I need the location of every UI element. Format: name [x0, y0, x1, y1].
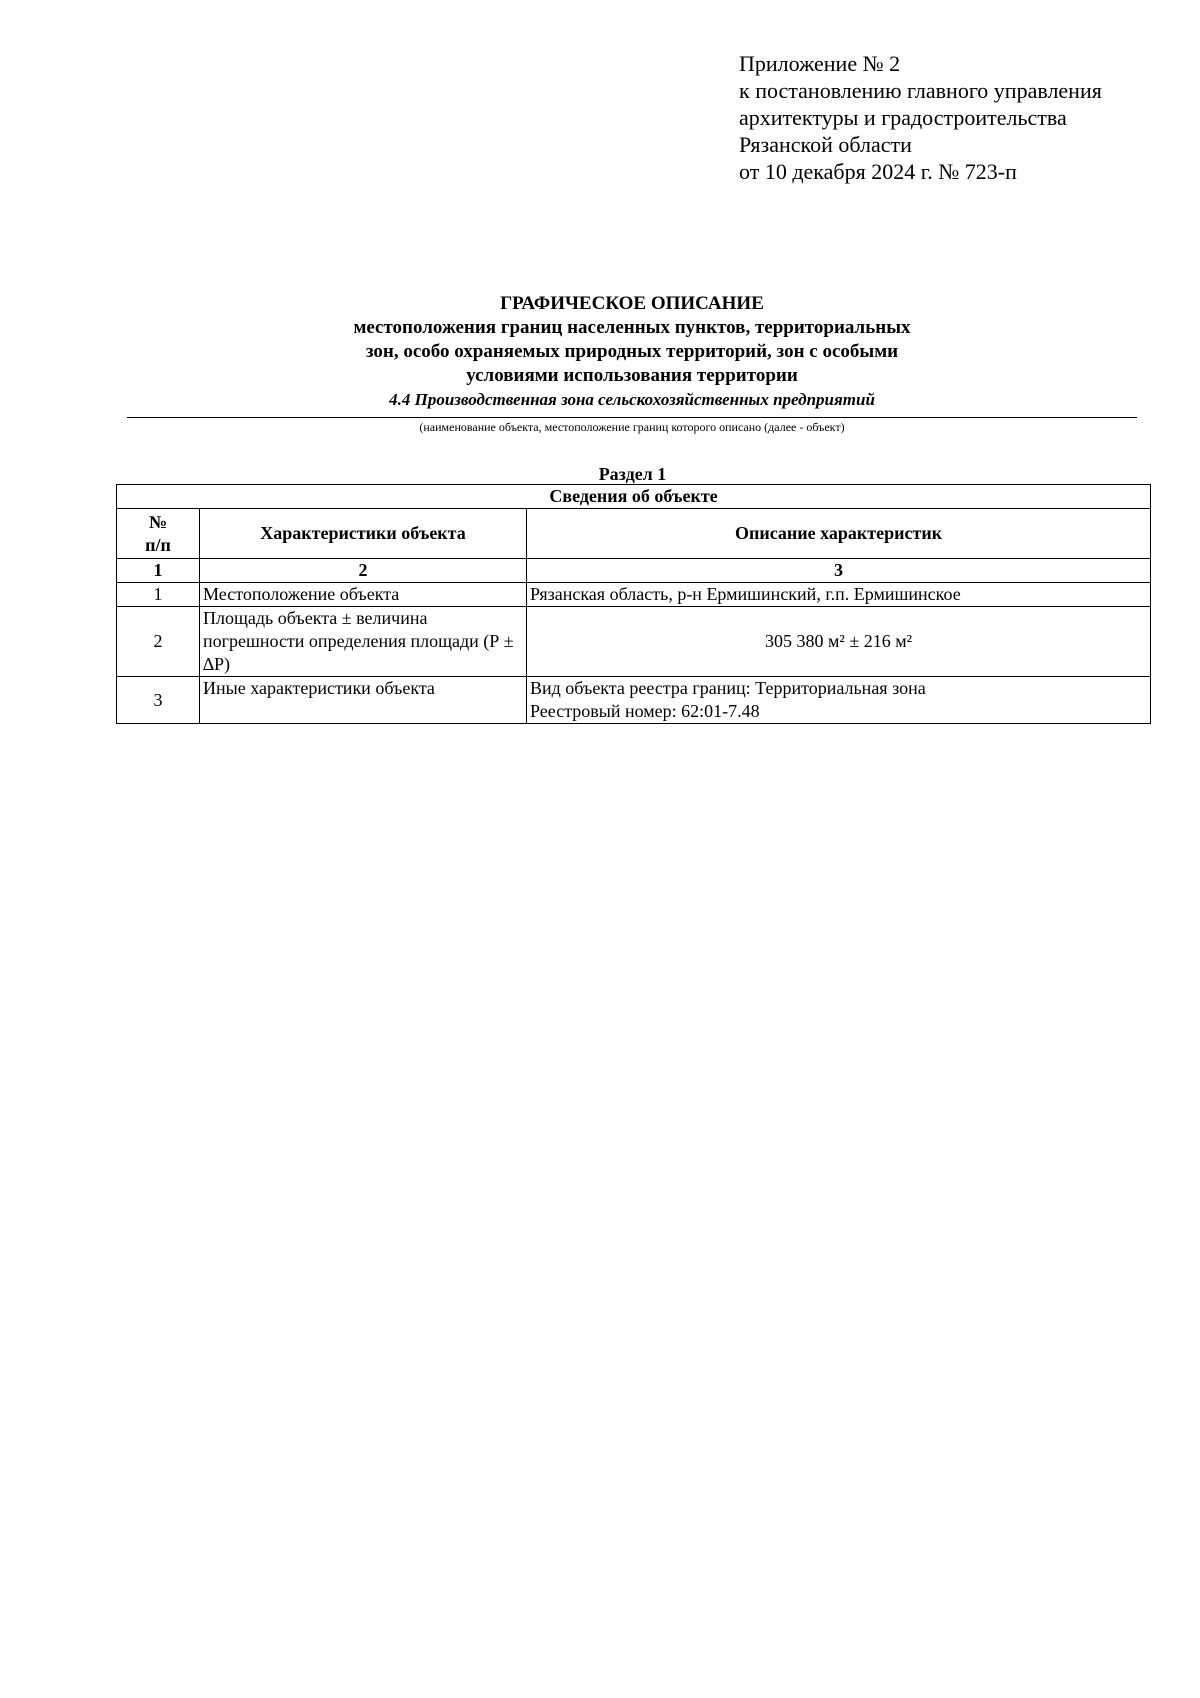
table-caption-row [117, 485, 1151, 509]
document-subtitle-line: условиями использования территории [466, 365, 798, 386]
object-name: 4.4 Производственная зона сельскохозяйственных предприятий [389, 390, 875, 409]
column-number: 3 [527, 559, 1151, 583]
table-row [117, 607, 1151, 677]
row-description: Рязанская область, р-н Ермишинский, г.п. Ермишинское [527, 583, 1151, 607]
table-row [117, 583, 1151, 607]
row-description: 305 380 м² ± 216 м² [527, 607, 1151, 677]
row-number: 1 [117, 583, 200, 607]
document-subtitle-line: зон, особо охраняемых природных территорий, зон с особыми [365, 341, 899, 362]
section-title: Раздел 1 [598, 464, 667, 484]
row-description-line: Реестровый номер: 62:01-7.48 [530, 701, 760, 721]
table-header-row [117, 509, 1151, 559]
row-number: 2 [117, 607, 200, 677]
appendix-line: Рязанской области [739, 132, 912, 157]
row-characteristic: Местоположение объекта [200, 583, 527, 607]
table-row [117, 677, 1151, 724]
column-header-number [117, 509, 200, 559]
document-subtitle-line: местоположения границ населенных пунктов, территориальных [353, 317, 911, 338]
appendix-block [739, 50, 1102, 185]
column-number: 2 [200, 559, 527, 583]
divider-line [127, 417, 1137, 418]
row-number: 3 [117, 677, 200, 724]
column-number: 1 [117, 559, 200, 583]
object-caption: (наименование объекта, местоположение границ которого описано (далее - объект) [419, 420, 845, 434]
document-heading [127, 292, 1137, 434]
row-description [527, 677, 1151, 724]
row-characteristic: Иные характеристики объекта [200, 677, 527, 724]
row-characteristic: Площадь объекта ± величина погрешности определения площади (Р ± ∆Р) [200, 607, 527, 677]
appendix-line: Приложение № 2 [739, 51, 901, 76]
appendix-line: от 10 декабря 2024 г. № 723-п [739, 159, 1017, 184]
appendix-line: архитектуры и градостроительства [739, 105, 1067, 130]
object-info-table [116, 484, 1151, 724]
column-header-number-text: № п/п [145, 511, 171, 555]
appendix-line: к постановлению главного управления [739, 78, 1102, 103]
column-header-characteristic: Характеристики объекта [200, 509, 527, 559]
document-title: ГРАФИЧЕСКОЕ ОПИСАНИЕ [500, 293, 764, 314]
table-caption: Сведения об объекте [117, 485, 1151, 509]
row-description-line: Вид объекта реестра границ: Территориальная зона [530, 678, 926, 698]
column-number-row [117, 559, 1151, 583]
column-header-description: Описание характеристик [527, 509, 1151, 559]
